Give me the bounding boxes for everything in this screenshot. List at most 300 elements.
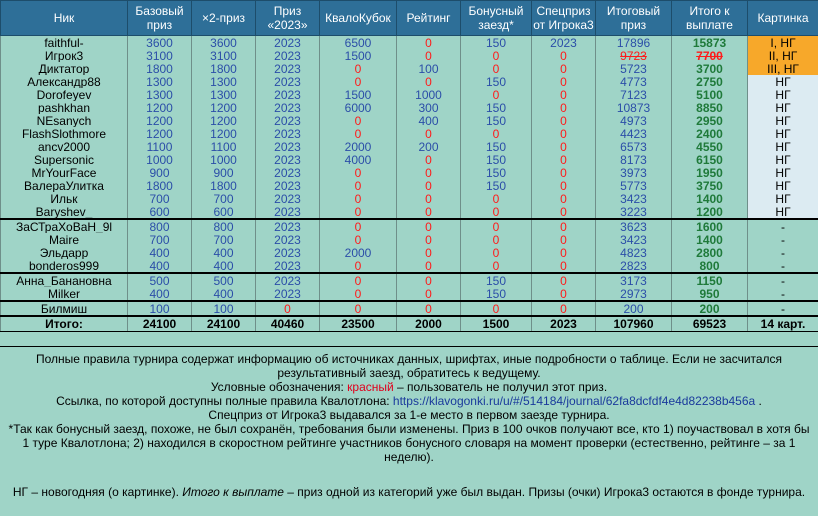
cell-bonus: 150	[461, 179, 532, 192]
column-header-line: приз	[621, 18, 646, 32]
legend-red-word: красный	[347, 380, 394, 394]
total-p2023: 40460	[256, 316, 320, 332]
table-row	[1, 192, 818, 205]
cell-x2: 1200	[192, 114, 256, 127]
cell-base: 400	[128, 287, 192, 301]
cell-nick: Supersonic	[1, 153, 128, 166]
cell-kvalo: 1500	[320, 88, 397, 101]
cell-special: 0	[532, 259, 596, 273]
cell-base: 1800	[128, 62, 192, 75]
cell-nick: NEsanych	[1, 114, 128, 127]
cell-picture: НГ	[748, 166, 818, 179]
cell-nick: Maire	[1, 233, 128, 246]
cell-nick: MrYourFace	[1, 166, 128, 179]
cell-special: 0	[532, 75, 596, 88]
cell-total: 2973	[596, 287, 672, 301]
cell-kvalo: 0	[320, 205, 397, 219]
total-rating: 2000	[397, 316, 461, 332]
cell-total: 3423	[596, 192, 672, 205]
column-header-line: Ник	[54, 11, 75, 25]
cell-payout: 4550	[672, 140, 748, 153]
cell-base: 700	[128, 233, 192, 246]
cell-nick: FlashSlothmore	[1, 127, 128, 140]
column-header-line: Картинка	[757, 11, 808, 25]
cell-nick: Ильк	[1, 192, 128, 205]
cell-p2023: 2023	[256, 140, 320, 153]
column-header-line: «2023»	[267, 18, 307, 32]
cell-nick: Baryshev_	[1, 205, 128, 219]
cell-picture: I, НГ	[748, 36, 818, 50]
link-prefix: Ссылка, по которой доступны полные правила Квалотлона:	[56, 394, 393, 408]
column-header-line: КвалоКубок	[325, 11, 391, 25]
cell-picture: НГ	[748, 140, 818, 153]
cell-nick: Milker	[1, 287, 128, 301]
cell-x2: 1300	[192, 88, 256, 101]
cell-base: 1100	[128, 140, 192, 153]
cell-payout: 1400	[672, 192, 748, 205]
cell-kvalo: 0	[320, 301, 397, 316]
table-row	[1, 259, 818, 273]
cell-special: 0	[532, 88, 596, 101]
cell-picture: НГ	[748, 153, 818, 166]
cell-bonus: 0	[461, 219, 532, 233]
cell-payout: 5100	[672, 88, 748, 101]
cell-rating: 0	[397, 233, 461, 246]
cell-total: 4973	[596, 114, 672, 127]
cell-picture: НГ	[748, 101, 818, 114]
cell-picture: НГ	[748, 75, 818, 88]
table-row	[1, 62, 818, 75]
cell-nick: ancv2000	[1, 140, 128, 153]
cell-special: 0	[532, 153, 596, 166]
cell-p2023: 2023	[256, 36, 320, 50]
cell-x2: 1100	[192, 140, 256, 153]
cell-kvalo: 0	[320, 219, 397, 233]
cell-total: 3223	[596, 205, 672, 219]
cell-x2: 1300	[192, 75, 256, 88]
cell-rating: 200	[397, 140, 461, 153]
cell-x2: 1800	[192, 62, 256, 75]
column-header	[461, 1, 532, 36]
cell-p2023: 2023	[256, 101, 320, 114]
note-bonus-line3: неделю).	[0, 450, 818, 464]
cell-picture: НГ	[748, 179, 818, 192]
cell-x2: 3600	[192, 36, 256, 50]
cell-base: 100	[128, 301, 192, 316]
cell-nick: Dorofeyev	[1, 88, 128, 101]
cell-base: 600	[128, 205, 192, 219]
cell-p2023: 2023	[256, 153, 320, 166]
cell-payout: 1150	[672, 273, 748, 287]
cell-rating: 100	[397, 62, 461, 75]
column-header-line: Итого к	[689, 4, 729, 18]
cell-bonus: 150	[461, 153, 532, 166]
cell-x2: 1800	[192, 179, 256, 192]
column-header-line: от Игрока3	[533, 18, 593, 32]
cell-rating: 0	[397, 49, 461, 62]
cell-total: 4423	[596, 127, 672, 140]
cell-special: 0	[532, 246, 596, 259]
table-row	[1, 75, 818, 88]
legend-prefix: Условные обозначения:	[211, 380, 347, 394]
column-header	[256, 1, 320, 36]
cell-total: 4773	[596, 75, 672, 88]
table-row	[1, 287, 818, 301]
cell-total: 17896	[596, 36, 672, 50]
total-nick: Итого:	[1, 316, 128, 332]
cell-special: 0	[532, 287, 596, 301]
cell-picture: -	[748, 219, 818, 233]
cell-kvalo: 0	[320, 233, 397, 246]
header-row	[1, 1, 818, 36]
table-row	[1, 49, 818, 62]
note-bonus-line1: *Так как бонусный заезд, похоже, не был сохранён, требования были изменены. Приз в 100 очков получают все, кто 1) поучаствовал в хотя бы	[0, 422, 818, 436]
cell-x2: 100	[192, 301, 256, 316]
column-header	[748, 1, 818, 36]
note-bonus-line2: 1 туре Квалотлона; 2) находился в скоростном рейтинге участников бонусного словаря на момент проверки (естественно, рейтинге – за 1	[0, 436, 818, 450]
footer-part-a: НГ – новогодняя (о картинке).	[13, 485, 182, 499]
table-body	[1, 36, 818, 332]
cell-bonus: 0	[461, 246, 532, 259]
cell-rating: 0	[397, 153, 461, 166]
cell-picture: -	[748, 259, 818, 273]
total-picture: 14 карт.	[748, 316, 818, 332]
cell-total: 7123	[596, 88, 672, 101]
cell-bonus: 150	[461, 166, 532, 179]
table-row	[1, 179, 818, 192]
cell-bonus: 0	[461, 259, 532, 273]
column-header-line: Рейтинг	[406, 11, 450, 25]
cell-bonus: 150	[461, 114, 532, 127]
cell-kvalo: 4000	[320, 153, 397, 166]
cell-x2: 800	[192, 219, 256, 233]
cell-kvalo: 0	[320, 192, 397, 205]
cell-special: 0	[532, 127, 596, 140]
cell-special: 0	[532, 101, 596, 114]
table-row	[1, 273, 818, 287]
cell-x2: 400	[192, 259, 256, 273]
table-row	[1, 140, 818, 153]
cell-bonus: 150	[461, 140, 532, 153]
cell-total: 10873	[596, 101, 672, 114]
column-header-line: заезд*	[478, 18, 514, 32]
cell-payout: 800	[672, 259, 748, 273]
cell-rating: 0	[397, 36, 461, 50]
column-header	[320, 1, 397, 36]
cell-payout: 2800	[672, 246, 748, 259]
cell-payout: 1400	[672, 233, 748, 246]
total-x2: 24100	[192, 316, 256, 332]
cell-base: 1800	[128, 179, 192, 192]
cell-nick: bonderos999	[1, 259, 128, 273]
cell-nick: ВалераУлитка	[1, 179, 128, 192]
cell-rating: 1000	[397, 88, 461, 101]
column-header-line: Приз	[274, 4, 302, 18]
cell-special: 0	[532, 179, 596, 192]
cell-base: 1200	[128, 114, 192, 127]
cell-total: 5723	[596, 62, 672, 75]
cell-kvalo: 0	[320, 273, 397, 287]
cell-payout: 950	[672, 287, 748, 301]
footer-part-c: – приз одной из категорий уже был выдан. Призы (очки) Игрока3 остаются в фонде турнира.	[284, 485, 805, 499]
table-row	[1, 233, 818, 246]
cell-x2: 700	[192, 192, 256, 205]
cell-payout: 15873	[672, 36, 748, 50]
cell-kvalo: 0	[320, 287, 397, 301]
column-header-line: Базовый	[135, 4, 183, 18]
cell-total: 5773	[596, 179, 672, 192]
notes-panel	[0, 346, 818, 516]
total-payout: 69523	[672, 316, 748, 332]
cell-x2: 900	[192, 166, 256, 179]
link-suffix: .	[755, 394, 762, 408]
column-header-line: ×2-приз	[202, 11, 245, 25]
cell-bonus: 150	[461, 287, 532, 301]
cell-p2023: 2023	[256, 179, 320, 192]
table-row	[1, 301, 818, 316]
cell-x2: 1200	[192, 127, 256, 140]
cell-nick: Билмиш	[1, 301, 128, 316]
cell-rating: 0	[397, 301, 461, 316]
column-header-line: Бонусный	[469, 4, 524, 18]
table-row	[1, 127, 818, 140]
table-row	[1, 88, 818, 101]
cell-base: 800	[128, 219, 192, 233]
cell-rating: 0	[397, 179, 461, 192]
cell-kvalo: 6000	[320, 101, 397, 114]
cell-picture: НГ	[748, 127, 818, 140]
cell-rating: 300	[397, 101, 461, 114]
cell-bonus: 0	[461, 301, 532, 316]
cell-nick: Эльдарр	[1, 246, 128, 259]
cell-p2023: 2023	[256, 127, 320, 140]
cell-picture: НГ	[748, 114, 818, 127]
cell-rating: 0	[397, 287, 461, 301]
cell-payout: 8850	[672, 101, 748, 114]
cell-rating: 0	[397, 75, 461, 88]
cell-base: 1000	[128, 153, 192, 166]
cell-payout: 2950	[672, 114, 748, 127]
column-header	[1, 1, 128, 36]
cell-base: 400	[128, 259, 192, 273]
cell-picture: III, НГ	[748, 62, 818, 75]
cell-picture: II, НГ	[748, 49, 818, 62]
cell-x2: 400	[192, 287, 256, 301]
cell-p2023: 2023	[256, 49, 320, 62]
cell-payout: 2400	[672, 127, 748, 140]
cell-total: 3623	[596, 219, 672, 233]
cell-kvalo: 1500	[320, 49, 397, 62]
cell-special: 0	[532, 114, 596, 127]
cell-x2: 600	[192, 205, 256, 219]
cell-total: 4823	[596, 246, 672, 259]
cell-p2023: 2023	[256, 75, 320, 88]
cell-payout: 2750	[672, 75, 748, 88]
cell-base: 700	[128, 192, 192, 205]
cell-bonus: 0	[461, 127, 532, 140]
cell-payout: 1600	[672, 219, 748, 233]
column-header-line: Итоговый	[607, 4, 660, 18]
column-header	[672, 1, 748, 36]
cell-base: 400	[128, 246, 192, 259]
cell-rating: 0	[397, 219, 461, 233]
cell-p2023: 2023	[256, 88, 320, 101]
cell-kvalo: 2000	[320, 246, 397, 259]
cell-total: 8173	[596, 153, 672, 166]
cell-p2023: 2023	[256, 114, 320, 127]
cell-special: 0	[532, 140, 596, 153]
cell-picture: -	[748, 233, 818, 246]
cell-payout: 7700	[672, 49, 748, 62]
cell-total: 3973	[596, 166, 672, 179]
cell-special: 2023	[532, 36, 596, 50]
cell-bonus: 0	[461, 205, 532, 219]
cell-kvalo: 2000	[320, 140, 397, 153]
cell-rating: 0	[397, 127, 461, 140]
cell-bonus: 150	[461, 36, 532, 50]
total-total: 107960	[596, 316, 672, 332]
cell-nick: Игрок3	[1, 49, 128, 62]
cell-special: 0	[532, 219, 596, 233]
cell-nick: Диктатор	[1, 62, 128, 75]
total-special: 2023	[532, 316, 596, 332]
cell-p2023: 2023	[256, 259, 320, 273]
table-row	[1, 36, 818, 50]
total-bonus: 1500	[461, 316, 532, 332]
cell-picture: -	[748, 246, 818, 259]
cell-bonus: 150	[461, 273, 532, 287]
cell-total: 6573	[596, 140, 672, 153]
cell-kvalo: 0	[320, 114, 397, 127]
table-row	[1, 114, 818, 127]
totals-row	[1, 316, 818, 332]
cell-payout: 3700	[672, 62, 748, 75]
legend-suffix: – пользователь не получил этот приз.	[394, 380, 607, 394]
cell-p2023: 2023	[256, 62, 320, 75]
cell-kvalo: 0	[320, 166, 397, 179]
cell-total: 9723	[596, 49, 672, 62]
table-row	[1, 205, 818, 219]
cell-bonus: 150	[461, 101, 532, 114]
cell-picture: -	[748, 287, 818, 301]
table-row	[1, 166, 818, 179]
cell-p2023: 2023	[256, 287, 320, 301]
note-legend	[0, 380, 818, 394]
cell-p2023: 2023	[256, 205, 320, 219]
cell-total: 200	[596, 301, 672, 316]
cell-x2: 400	[192, 246, 256, 259]
cell-bonus: 0	[461, 192, 532, 205]
column-header	[397, 1, 461, 36]
cell-p2023: 2023	[256, 246, 320, 259]
cell-base: 1300	[128, 88, 192, 101]
cell-special: 0	[532, 62, 596, 75]
cell-p2023: 2023	[256, 233, 320, 246]
cell-special: 0	[532, 233, 596, 246]
table-row	[1, 246, 818, 259]
cell-base: 3600	[128, 36, 192, 50]
cell-special: 0	[532, 166, 596, 179]
cell-bonus: 0	[461, 233, 532, 246]
cell-nick: pashkhan	[1, 101, 128, 114]
cell-p2023: 2023	[256, 219, 320, 233]
cell-p2023: 2023	[256, 166, 320, 179]
cell-p2023: 2023	[256, 192, 320, 205]
cell-total: 3423	[596, 233, 672, 246]
cell-x2: 3100	[192, 49, 256, 62]
cell-base: 1300	[128, 75, 192, 88]
cell-rating: 0	[397, 192, 461, 205]
footer-part-b: Итого к выплате	[182, 485, 284, 499]
cell-bonus: 0	[461, 49, 532, 62]
note-footer	[0, 485, 818, 499]
cell-rating: 0	[397, 166, 461, 179]
rules-link[interactable]: https://klavogonki.ru/u/#/514184/journal/62fa8dcfdf4e4d82238b456a	[393, 394, 755, 408]
table-row	[1, 153, 818, 166]
cell-picture: -	[748, 273, 818, 287]
cell-base: 500	[128, 273, 192, 287]
cell-payout: 3750	[672, 179, 748, 192]
cell-x2: 1200	[192, 101, 256, 114]
cell-bonus: 0	[461, 88, 532, 101]
cell-base: 1200	[128, 127, 192, 140]
cell-kvalo: 0	[320, 62, 397, 75]
cell-nick: Александр88	[1, 75, 128, 88]
cell-kvalo: 6500	[320, 36, 397, 50]
cell-special: 0	[532, 49, 596, 62]
cell-kvalo: 0	[320, 259, 397, 273]
cell-nick: ЗаСТраХоВаН_9l	[1, 219, 128, 233]
cell-base: 3100	[128, 49, 192, 62]
cell-rating: 0	[397, 246, 461, 259]
cell-x2: 700	[192, 233, 256, 246]
cell-special: 0	[532, 273, 596, 287]
note-link	[0, 394, 818, 408]
table-row	[1, 101, 818, 114]
cell-rating: 0	[397, 273, 461, 287]
cell-base: 1200	[128, 101, 192, 114]
note-rules-line1: Полные правила турнира содержат информацию об источниках данных, шрифтах, иные подробности о таблице. Если не засчитался	[0, 352, 818, 366]
cell-x2: 1000	[192, 153, 256, 166]
total-kvalo: 23500	[320, 316, 397, 332]
column-header-line: Спецприз	[536, 4, 590, 18]
cell-special: 0	[532, 192, 596, 205]
cell-payout: 6150	[672, 153, 748, 166]
cell-x2: 500	[192, 273, 256, 287]
cell-bonus: 150	[461, 75, 532, 88]
column-header	[192, 1, 256, 36]
cell-rating: 0	[397, 205, 461, 219]
cell-bonus: 0	[461, 62, 532, 75]
cell-picture: НГ	[748, 192, 818, 205]
column-header	[532, 1, 596, 36]
cell-nick: Анна_Банановна	[1, 273, 128, 287]
cell-base: 900	[128, 166, 192, 179]
table-row	[1, 219, 818, 233]
column-header	[128, 1, 192, 36]
cell-p2023: 2023	[256, 273, 320, 287]
cell-payout: 1200	[672, 205, 748, 219]
cell-rating: 0	[397, 259, 461, 273]
cell-picture: НГ	[748, 205, 818, 219]
cell-total: 2823	[596, 259, 672, 273]
cell-total: 3173	[596, 273, 672, 287]
note-special: Спецприз от Игрока3 выдавался за 1-е место в первом заезде турнира.	[0, 408, 818, 422]
column-header	[596, 1, 672, 36]
total-base: 24100	[128, 316, 192, 332]
cell-rating: 400	[397, 114, 461, 127]
cell-payout: 1950	[672, 166, 748, 179]
